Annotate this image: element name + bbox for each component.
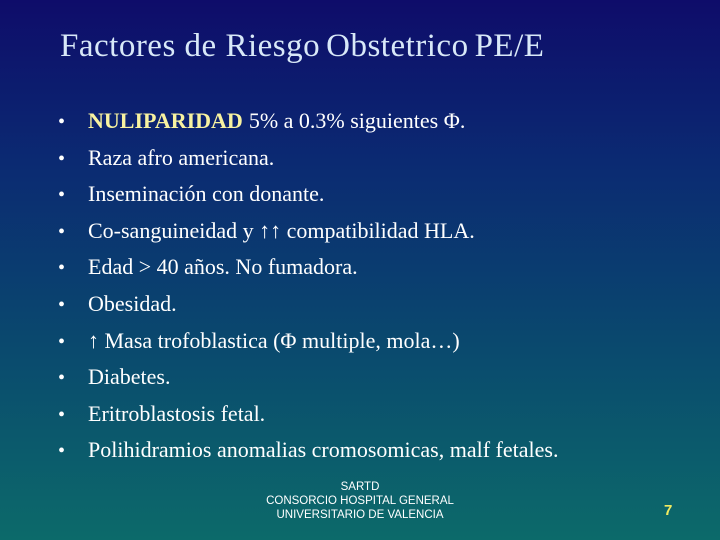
bullet-text: Inseminación con donante. (88, 181, 325, 207)
bullet-text: Edad > 40 años. No fumadora. (88, 254, 358, 280)
bullet-list (58, 108, 558, 474)
bullet-text: Co-sanguineidad y ↑↑ compatibilidad HLA. (88, 217, 475, 243)
bullet-icon: • (58, 403, 66, 426)
list-item (58, 254, 558, 291)
list-item (58, 181, 558, 218)
list-item (58, 108, 558, 145)
list-item (58, 437, 558, 474)
bullet-text: Polihidramios anomalias cromosomicas, malf fetales. (88, 437, 559, 463)
bullet-icon: • (58, 184, 66, 207)
bullet-strong-term: NULIPARIDAD (88, 108, 243, 133)
title-part-1: Factores de Riesgo (60, 28, 321, 64)
list-item (58, 328, 558, 365)
bullet-text: 5% a 0.3% siguientes Φ. (248, 108, 466, 133)
footer-line: CONSORCIO HOSPITAL GENERAL (266, 495, 454, 507)
bullet-text: ↑ Masa trofoblastica (Φ multiple, mola…) (88, 327, 460, 353)
list-item (58, 218, 558, 255)
list-item (58, 401, 558, 438)
bullet-icon: • (58, 440, 66, 463)
bullet-icon: • (58, 257, 66, 280)
page-number: 7 (664, 502, 673, 519)
bullet-icon: • (58, 111, 66, 133)
bullet-text: Eritroblastosis fetal. (88, 400, 266, 426)
title-part-3: PE/E (474, 28, 545, 64)
footer-line: SARTD (340, 481, 380, 493)
footer (240, 480, 480, 522)
bullet-text: Obesidad. (88, 290, 177, 316)
bullet-text: Raza afro americana. (88, 144, 275, 170)
title-part-2: Obstetrico (326, 28, 469, 64)
bullet-icon: • (58, 220, 66, 243)
bullet-icon: • (58, 367, 66, 390)
list-item (58, 145, 558, 182)
bullet-icon: • (58, 330, 66, 353)
footer-line: UNIVERSITARIO DE VALENCIA (276, 509, 444, 521)
list-item (58, 291, 558, 328)
bullet-icon: • (58, 147, 66, 170)
bullet-text: Diabetes. (88, 364, 171, 390)
list-item (58, 364, 558, 401)
bullet-icon: • (58, 293, 66, 316)
slide-title (60, 28, 550, 65)
